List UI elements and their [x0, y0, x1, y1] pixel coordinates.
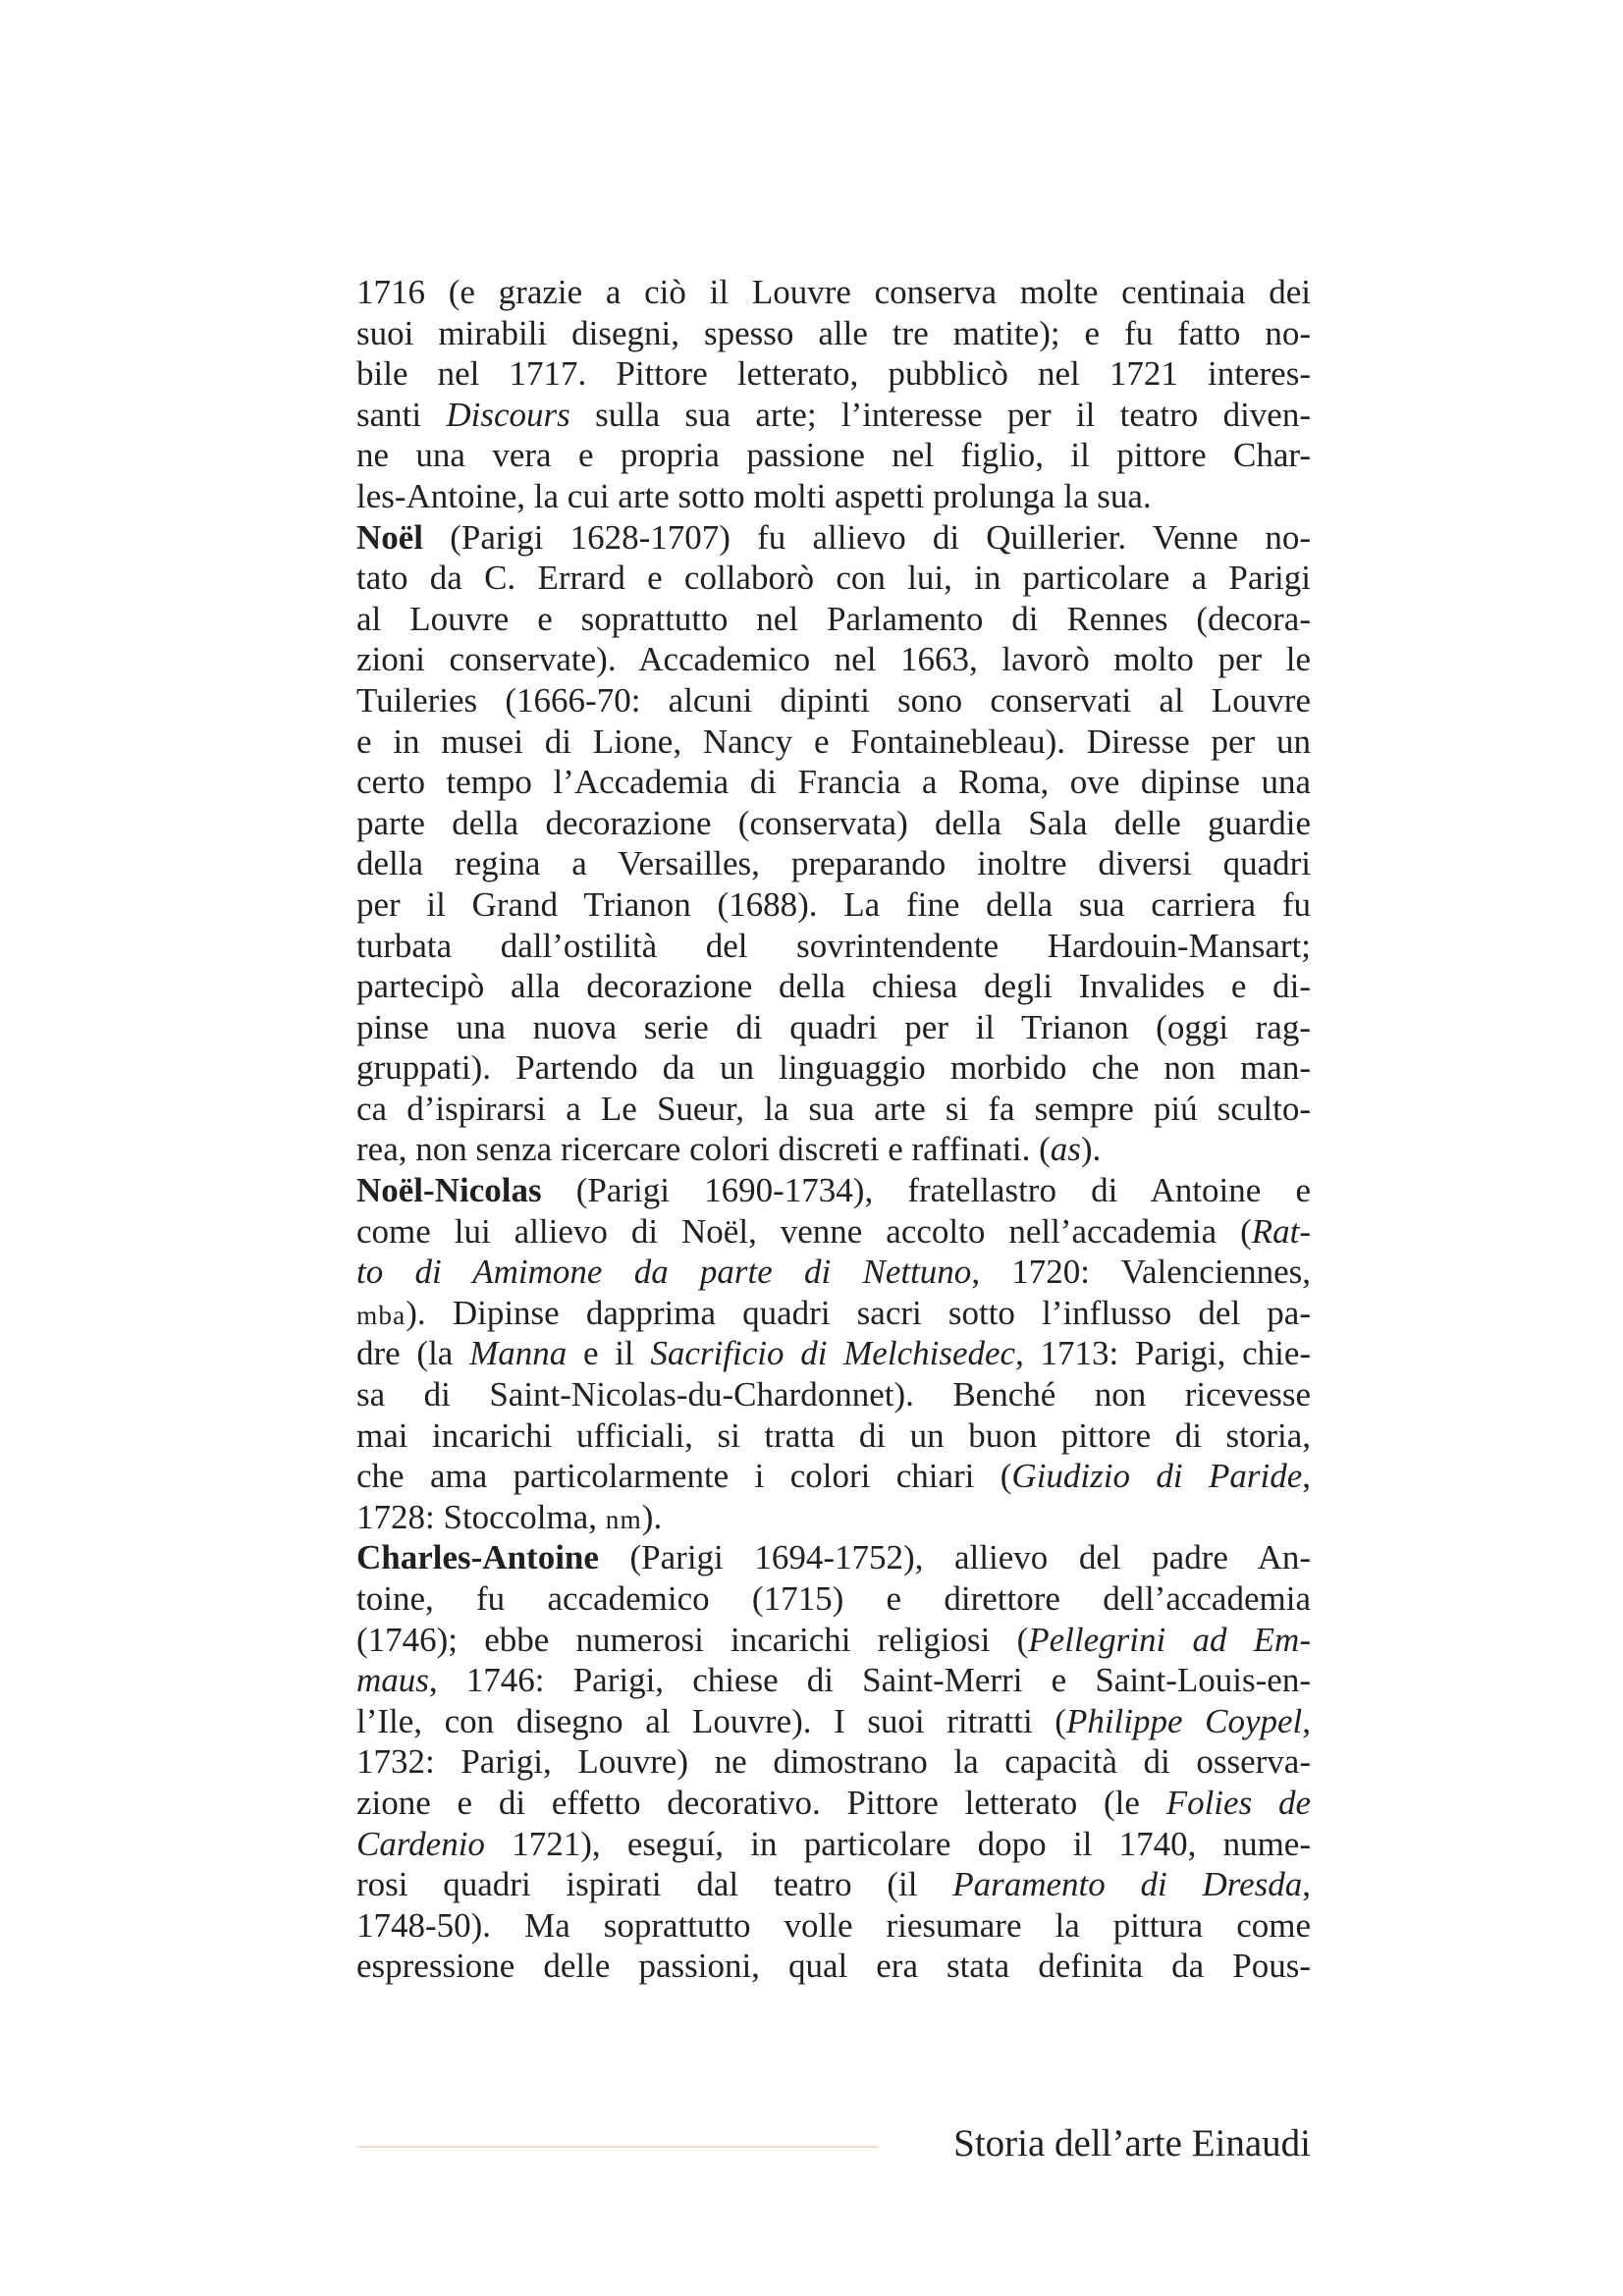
text-run: al Louvre e soprattutto nel Parlamento di Rennes (decora-: [356, 599, 1311, 638]
text-line: [356, 1741, 1311, 1783]
text-line: [356, 762, 1311, 803]
text-run: rosi quadri ispirati dal teatro (il: [356, 1865, 953, 1904]
text-line: [356, 1293, 1311, 1334]
text-line: [356, 1129, 1311, 1170]
text-line: [356, 1946, 1311, 1987]
text-line: [356, 803, 1311, 844]
text-run: sa di Saint-Nicolas-du-Chardonnet). Benché non ricevesse: [356, 1375, 1311, 1415]
text-run: rea, non senza ricercare colori discreti e raffinati. (: [356, 1130, 1051, 1169]
footer-publication-title: Storia dell’arte Einaudi: [953, 2122, 1311, 2164]
text-line: [356, 1252, 1311, 1293]
text-line: [356, 435, 1311, 476]
text-line: [356, 926, 1311, 967]
text-line: [356, 1578, 1311, 1620]
text-run: ca d’ispirarsi a Le Sueur, la sua arte si fa sempre piú sculto-: [356, 1089, 1311, 1128]
text-run: , 1713: Parigi, chie-: [1015, 1334, 1312, 1373]
text-line: [356, 639, 1311, 680]
text-line: [356, 517, 1311, 559]
text-line: [356, 1333, 1311, 1374]
text-run: (Parigi 1690-1734), fratellastro di Antoine e: [541, 1171, 1311, 1210]
entry-heading: Noël: [356, 517, 424, 557]
text-run: Rat-: [1251, 1211, 1311, 1251]
entry-heading: Noël-Nicolas: [356, 1171, 542, 1210]
text-run: Pellegrini ad Em-: [1028, 1620, 1311, 1659]
text-run: espressione delle passioni, qual era stata definita da Pous-: [356, 1947, 1311, 1986]
text-run: pinse una nuova serie di quadri per il Trianon (oggi rag-: [356, 1007, 1311, 1046]
text-run: ).: [1080, 1130, 1102, 1169]
text-run: to di Amimone da parte di Nettuno: [356, 1253, 972, 1292]
text-line: [356, 721, 1311, 763]
text-line: [356, 1497, 1311, 1538]
text-run: Paramento di Dresda: [952, 1865, 1303, 1904]
text-run: zione e di effetto decorativo. Pittore letterato (le: [356, 1783, 1166, 1822]
text-line: [356, 1864, 1311, 1905]
text-run: della regina a Versailles, preparando inoltre diversi quadri: [356, 844, 1311, 883]
text-run: sulla sua arte; l’interesse per il teatro diven-: [569, 395, 1311, 434]
text-line: [356, 1620, 1311, 1661]
text-run: Sacrificio di Melchisedec: [650, 1334, 1016, 1373]
text-run: partecipò alla decorazione della chiesa degli Invalides e di-: [356, 967, 1311, 1006]
text-run: ne una vera e propria passione nel figlio, il pittore Char-: [356, 436, 1311, 475]
text-run: ,: [1302, 1701, 1311, 1740]
text-line: [356, 1456, 1311, 1497]
text-run: l’Ile, con disegno al Louvre). I suoi ritratti (: [356, 1701, 1066, 1740]
text-line: [356, 272, 1311, 313]
text-line: [356, 313, 1311, 354]
text-run: , 1746: Parigi, chiese di Saint-Merri e Saint-Louis-en-: [428, 1661, 1311, 1700]
text-run: Giudizio di Paride: [1011, 1457, 1303, 1496]
text-line: [356, 558, 1311, 599]
text-run: les-Antoine, la cui arte sotto molti aspetti prolunga la sua.: [356, 476, 1152, 515]
text-run: Discours: [446, 395, 570, 434]
text-line: [356, 1537, 1311, 1578]
text-run: che ama particolarmente i colori chiari (: [356, 1457, 1012, 1496]
text-run: ,: [1302, 1457, 1311, 1496]
text-line: [356, 1089, 1311, 1130]
text-run: , 1720: Valenciennes,: [971, 1253, 1311, 1292]
text-run: ).: [641, 1497, 663, 1536]
text-run: certo tempo l’Accademia di Francia a Roma, ove dipinse una: [356, 763, 1311, 802]
text-run: bile nel 1717. Pittore letterato, pubblicò nel 1721 interes-: [356, 354, 1311, 394]
text-line: [356, 1170, 1311, 1211]
text-run: zioni conservate). Accademico nel 1663, lavorò molto per le: [356, 640, 1311, 679]
text-line: [356, 1783, 1311, 1824]
text-run: 1748-50). Ma soprattutto volle riesumare la pittura come: [356, 1905, 1311, 1945]
text-run: Cardenio: [356, 1824, 485, 1863]
text-run: Tuileries (1666-70: alcuni dipinti sono conservati al Louvre: [356, 680, 1311, 720]
text-line: [356, 1007, 1311, 1048]
text-line: [356, 1824, 1311, 1865]
text-run: dre (la: [356, 1334, 470, 1373]
text-line: [356, 843, 1311, 884]
text-run: toine, fu accademico (1715) e direttore dell’accademia: [356, 1579, 1311, 1618]
text-run: Folies de: [1165, 1783, 1311, 1822]
text-line: [356, 884, 1311, 926]
footer-rule: [356, 2146, 879, 2148]
text-run: ,: [1302, 1865, 1311, 1904]
text-line: [356, 476, 1311, 517]
text-run: (1746); ebbe numerosi incarichi religiosi (: [356, 1620, 1029, 1659]
text-run: tato da C. Errard e collaborò con lui, in particolare a Parigi: [356, 559, 1311, 598]
text-run: e in musei di Lione, Nancy e Fontainebleau). Diresse per un: [356, 721, 1311, 761]
text-run: (Parigi 1694-1752), allievo del padre An-: [598, 1538, 1311, 1577]
text-line: [356, 599, 1311, 640]
text-run: parte della decorazione (conservata) della Sala delle guardie: [356, 803, 1311, 842]
text-run: 1721), eseguí, in particolare dopo il 1740, nume-: [484, 1824, 1311, 1863]
text-run: come lui allievo di Noël, venne accolto nell’accademia (: [356, 1211, 1252, 1251]
text-run: maus: [356, 1661, 429, 1700]
text-run: mba: [356, 1300, 406, 1330]
text-run: turbata dall’ostilità del sovrintendente Hardouin-Mansart;: [356, 926, 1311, 965]
body-text: [356, 272, 1311, 1987]
text-line: [356, 1905, 1311, 1947]
text-line: [356, 966, 1311, 1007]
text-run: Philippe Coypel: [1065, 1701, 1303, 1740]
text-run: nm: [605, 1504, 642, 1534]
text-line: [356, 1211, 1311, 1253]
entry-heading: Charles-Antoine: [356, 1538, 599, 1577]
text-line: [356, 680, 1311, 721]
text-run: gruppati). Partendo da un linguaggio morbido che non man-: [356, 1048, 1311, 1088]
text-run: per il Grand Trianon (1688). La fine della sua carriera fu: [356, 884, 1311, 924]
text-line: [356, 395, 1311, 436]
text-run: as: [1050, 1130, 1081, 1169]
text-run: e il: [567, 1334, 651, 1373]
text-run: 1716 (e grazie a ciò il Louvre conserva molte centinaia dei: [356, 273, 1311, 311]
text-line: [356, 1415, 1311, 1457]
text-run: 1728: Stoccolma,: [356, 1497, 606, 1536]
text-line: [356, 1701, 1311, 1742]
text-run: 1732: Parigi, Louvre) ne dimostrano la capacità di osserva-: [356, 1742, 1311, 1782]
text-line: [356, 353, 1311, 395]
text-line: [356, 1660, 1311, 1701]
text-run: (Parigi 1628-1707) fu allievo di Quillerier. Venne no-: [423, 517, 1311, 557]
text-run: suoi mirabili disegni, spesso alle tre matite); e fu fatto no-: [356, 313, 1311, 352]
text-run: santi: [356, 395, 447, 434]
text-run: ). Dipinse dapprima quadri sacri sotto l’influsso del pa-: [406, 1293, 1311, 1332]
text-run: mai incarichi ufficiali, si tratta di un buon pittore di storia,: [356, 1415, 1311, 1455]
text-line: [356, 1047, 1311, 1089]
text-run: Manna: [469, 1334, 568, 1373]
text-line: [356, 1374, 1311, 1415]
